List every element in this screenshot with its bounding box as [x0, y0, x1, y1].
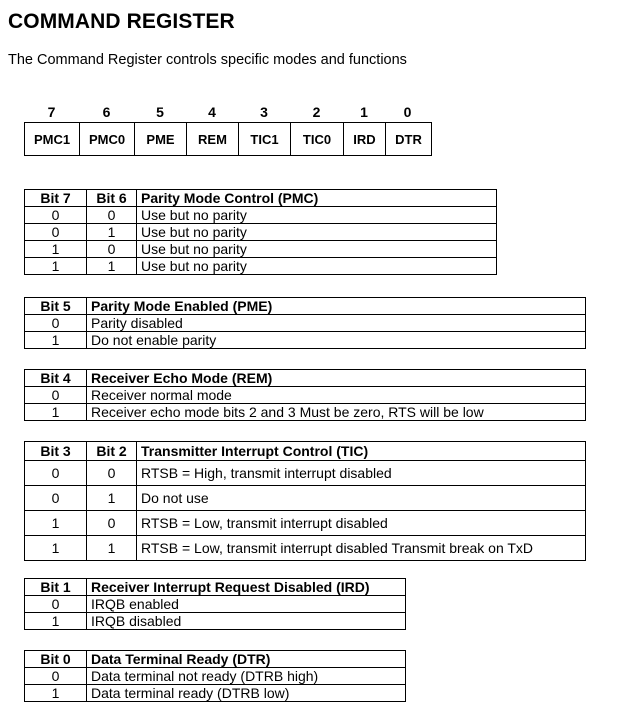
bit-number-row [24, 104, 432, 122]
table-header-row [25, 190, 497, 207]
table-cell: 0 [25, 596, 87, 613]
table-cell: 1 [87, 486, 137, 511]
table-cell: 0 [25, 315, 87, 332]
table-cell: 0 [87, 511, 137, 536]
bit-number: 0 [403, 104, 412, 120]
ird-table [24, 578, 406, 630]
table-cell: 0 [25, 461, 87, 486]
table-header: Bit 4 [25, 370, 87, 387]
tic-table [24, 441, 586, 561]
table-cell: IRQB enabled [87, 596, 406, 613]
table-cell: Receiver normal mode [87, 387, 586, 404]
bit-number: 3 [260, 104, 268, 120]
table-header: Bit 2 [87, 442, 137, 461]
pmc-table [24, 189, 497, 275]
table-row [25, 258, 497, 275]
table-header: Bit 1 [25, 579, 87, 596]
table-cell: 1 [25, 685, 87, 702]
table-cell: 1 [25, 241, 87, 258]
table-row [25, 404, 586, 421]
table-cell: RTSB = Low, transmit interrupt disabled [137, 511, 586, 536]
table-row [25, 207, 497, 224]
bit-number: 2 [312, 104, 321, 120]
table-cell: 1 [25, 511, 87, 536]
table-cell: RTSB = High, transmit interrupt disabled [137, 461, 586, 486]
page-title: COMMAND REGISTER [8, 10, 235, 33]
table-cell: 1 [25, 613, 87, 630]
table-cell: 1 [25, 536, 87, 561]
table-cell: 1 [87, 224, 137, 241]
bit-number: 1 [360, 104, 368, 120]
table-header: Transmitter Interrupt Control (TIC) [137, 442, 586, 461]
table-row [25, 596, 406, 613]
table-header-row [25, 651, 406, 668]
table-row [25, 332, 586, 349]
table-header: Bit 5 [25, 298, 87, 315]
table-cell: 0 [25, 668, 87, 685]
table-row [25, 613, 406, 630]
table-header: Bit 7 [25, 190, 87, 207]
table-header-row [25, 579, 406, 596]
table-row [25, 241, 497, 258]
table-header: Receiver Echo Mode (REM) [87, 370, 586, 387]
table-cell: Use but no parity [137, 241, 497, 258]
table-cell: 1 [25, 258, 87, 275]
table-row [25, 486, 586, 511]
register-field: TIC1 [239, 123, 291, 155]
table-header: Parity Mode Control (PMC) [137, 190, 497, 207]
rem-table [24, 369, 586, 421]
table-row [25, 668, 406, 685]
table-row [25, 685, 406, 702]
table-cell: Do not enable parity [87, 332, 586, 349]
table-cell: 0 [25, 387, 87, 404]
table-cell: 1 [87, 258, 137, 275]
table-cell: Do not use [137, 486, 586, 511]
table-cell: 0 [87, 241, 137, 258]
table-header: Bit 0 [25, 651, 87, 668]
table-header-row [25, 442, 586, 461]
table-row [25, 387, 586, 404]
table-cell: Data terminal ready (DTRB low) [87, 685, 406, 702]
dtr-table [24, 650, 406, 702]
table-row [25, 315, 586, 332]
table-cell: 0 [25, 486, 87, 511]
table-cell: Data terminal not ready (DTRB high) [87, 668, 406, 685]
register-field: IRD [344, 123, 386, 155]
register-field: TIC0 [291, 123, 344, 155]
table-header-row [25, 370, 586, 387]
table-cell: Use but no parity [137, 258, 497, 275]
table-row [25, 461, 586, 486]
register-field-row [24, 122, 432, 156]
register-field: PMC1 [25, 123, 80, 155]
table-cell: IRQB disabled [87, 613, 406, 630]
table-header: Parity Mode Enabled (PME) [87, 298, 586, 315]
table-row [25, 511, 586, 536]
table-cell: 0 [87, 461, 137, 486]
table-cell: 1 [25, 332, 87, 349]
table-cell: Receiver echo mode bits 2 and 3 Must be zero, RTS will be low [87, 404, 586, 421]
table-cell: RTSB = Low, transmit interrupt disabled Transmit break on TxD [137, 536, 586, 561]
table-cell: Parity disabled [87, 315, 586, 332]
bit-number: 5 [156, 104, 164, 120]
table-cell: 1 [87, 536, 137, 561]
table-cell: 0 [25, 207, 87, 224]
table-header-row [25, 298, 586, 315]
bit-number: 6 [102, 104, 111, 120]
register-field: DTR [395, 131, 422, 147]
table-cell: 0 [25, 224, 87, 241]
table-cell: 0 [87, 207, 137, 224]
register-field: PME [135, 123, 187, 155]
table-cell: Use but no parity [137, 207, 497, 224]
table-cell: Use but no parity [137, 224, 497, 241]
table-cell: 1 [25, 404, 87, 421]
bit-number: 4 [208, 104, 216, 120]
table-header: Data Terminal Ready (DTR) [87, 651, 406, 668]
pme-table [24, 297, 586, 349]
register-field: PMC0 [80, 123, 135, 155]
register-field: REM [187, 123, 239, 155]
table-row [25, 224, 497, 241]
table-row [25, 536, 586, 561]
register-bit-map [24, 104, 432, 156]
bit-number: 7 [47, 104, 56, 120]
table-header: Bit 6 [87, 190, 137, 207]
page-subtitle: The Command Register controls specific modes and functions [8, 52, 407, 68]
table-header: Receiver Interrupt Request Disabled (IRD) [87, 579, 406, 596]
table-header: Bit 3 [25, 442, 87, 461]
